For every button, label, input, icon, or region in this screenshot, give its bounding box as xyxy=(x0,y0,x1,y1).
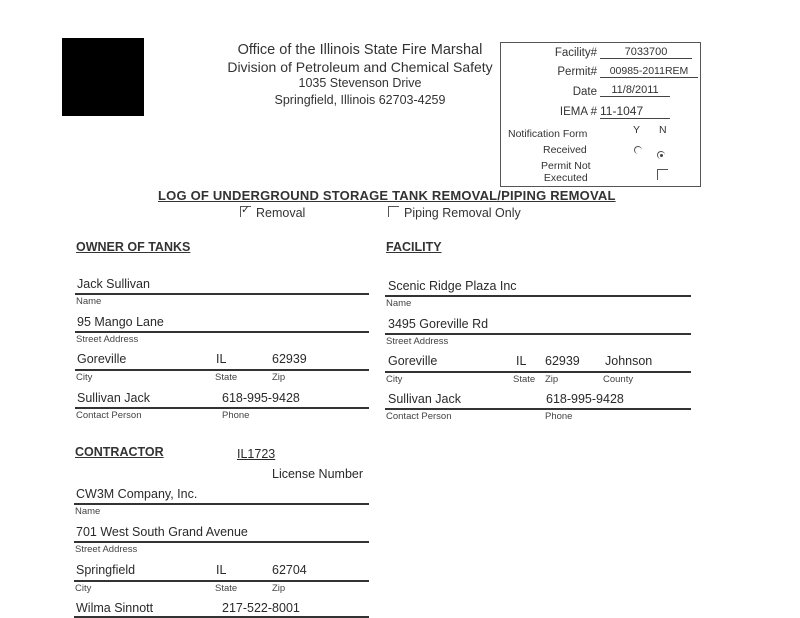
agency-city: Springfield, Illinois 62703-4259 xyxy=(274,92,446,107)
owner-phone: 618-995-9428 xyxy=(222,391,300,405)
facility-state: IL xyxy=(516,354,527,368)
contractor-heading: CONTRACTOR xyxy=(75,445,164,459)
contractor-state-caption: State xyxy=(215,583,238,594)
contractor-zip: 62704 xyxy=(272,563,307,577)
contractor-street-rule xyxy=(74,541,369,543)
contractor-name: CW3M Company, Inc. xyxy=(76,487,198,501)
piping-removal-checkbox[interactable] xyxy=(388,206,399,217)
permit-info-box xyxy=(500,42,701,187)
facility-contact: Sullivan Jack xyxy=(388,392,461,406)
no-column-label: N xyxy=(659,124,667,136)
owner-phone-caption: Phone xyxy=(222,410,250,421)
agency-name: Office of the Illinois State Fire Marshal xyxy=(237,42,483,58)
owner-city-rule xyxy=(75,369,369,371)
facility-county-caption: County xyxy=(603,374,634,385)
contractor-contact: Wilma Sinnott xyxy=(76,601,154,615)
contractor-city-caption: City xyxy=(75,583,92,594)
piping-removal-option[interactable] xyxy=(388,206,521,220)
facility-state-caption: State xyxy=(513,374,536,385)
contractor-zip-caption: Zip xyxy=(272,583,286,594)
facility-phone-caption: Phone xyxy=(545,411,573,422)
owner-name: Jack Sullivan xyxy=(77,277,150,291)
date-value: 11/8/2011 xyxy=(600,84,670,97)
owner-contact: Sullivan Jack xyxy=(77,391,150,405)
facility-city: Goreville xyxy=(388,354,438,368)
owner-zip: 62939 xyxy=(272,352,307,366)
removal-option[interactable] xyxy=(240,206,305,220)
owner-street: 95 Mango Lane xyxy=(77,315,164,329)
permit-number-value: 00985-2011REM xyxy=(600,65,698,78)
executed-text: Executed xyxy=(543,172,588,184)
removal-label: Removal xyxy=(256,206,306,220)
facility-street: 3495 Goreville Rd xyxy=(388,317,489,331)
facility-street-caption: Street Address xyxy=(386,336,449,347)
date-label: Date xyxy=(572,86,597,98)
iema-value: 11-1047 xyxy=(600,104,670,119)
owner-heading: OWNER OF TANKS xyxy=(76,240,191,254)
facility-heading: FACILITY xyxy=(386,240,442,254)
facility-city-rule xyxy=(385,371,691,373)
owner-name-caption: Name xyxy=(76,296,102,307)
contractor-license: IL1723 xyxy=(237,447,276,461)
form-title: LOG OF UNDERGROUND STORAGE TANK REMOVAL/PIPING REMOVAL xyxy=(158,188,616,203)
owner-street-rule xyxy=(75,331,369,333)
facility-contact-caption: Contact Person xyxy=(386,411,452,422)
redacted-logo xyxy=(62,38,144,116)
contractor-name-caption: Name xyxy=(75,506,101,517)
owner-contact-rule xyxy=(75,407,369,409)
contractor-contact-rule xyxy=(74,616,369,618)
permit-number-label: Permit# xyxy=(557,66,597,78)
facility-zip: 62939 xyxy=(545,354,580,368)
removal-checkbox[interactable] xyxy=(240,206,251,217)
received-yes-radio[interactable] xyxy=(634,146,642,154)
owner-street-caption: Street Address xyxy=(76,334,139,345)
owner-state: IL xyxy=(216,352,227,366)
owner-contact-caption: Contact Person xyxy=(76,410,142,421)
facility-contact-rule xyxy=(385,408,691,410)
owner-zip-caption: Zip xyxy=(272,372,286,383)
contractor-street: 701 West South Grand Avenue xyxy=(76,525,248,539)
facility-number-value: 7033700 xyxy=(600,46,692,59)
facility-phone: 618-995-9428 xyxy=(546,392,624,406)
facility-number-label: Facility# xyxy=(554,47,597,59)
facility-name-caption: Name xyxy=(386,298,412,309)
yes-column-label: Y xyxy=(633,124,641,136)
owner-name-rule xyxy=(75,293,369,295)
contractor-city: Springfield xyxy=(76,563,136,577)
permit-not-executed-label xyxy=(541,160,591,184)
received-label: Received xyxy=(543,144,587,156)
permit-not-text: Permit Not xyxy=(541,160,591,172)
notification-form-label: Notification Form xyxy=(508,128,588,140)
contractor-name-rule xyxy=(74,503,369,505)
agency-header xyxy=(200,42,520,108)
contractor-phone: 217-522-8001 xyxy=(222,601,300,615)
contractor-city-rule xyxy=(74,580,369,582)
agency-street: 1035 Stevenson Drive xyxy=(298,76,422,90)
facility-zip-caption: Zip xyxy=(545,374,559,385)
facility-name: Scenic Ridge Plaza Inc xyxy=(388,279,517,293)
owner-state-caption: State xyxy=(215,372,238,383)
received-no-radio[interactable] xyxy=(657,151,665,159)
facility-name-rule xyxy=(385,295,691,297)
owner-city-caption: City xyxy=(76,372,93,383)
contractor-state: IL xyxy=(216,563,227,577)
facility-city-caption: City xyxy=(386,374,403,385)
contractor-street-caption: Street Address xyxy=(75,544,138,555)
facility-county: Johnson xyxy=(605,354,653,368)
owner-city: Goreville xyxy=(77,352,127,366)
permit-not-executed-checkbox[interactable] xyxy=(657,169,668,180)
iema-label: IEMA # xyxy=(559,106,597,118)
license-number-caption: License Number xyxy=(272,467,364,481)
piping-removal-label: Piping Removal Only xyxy=(404,206,521,220)
facility-street-rule xyxy=(385,333,691,335)
division-name: Division of Petroleum and Chemical Safety xyxy=(227,58,493,75)
